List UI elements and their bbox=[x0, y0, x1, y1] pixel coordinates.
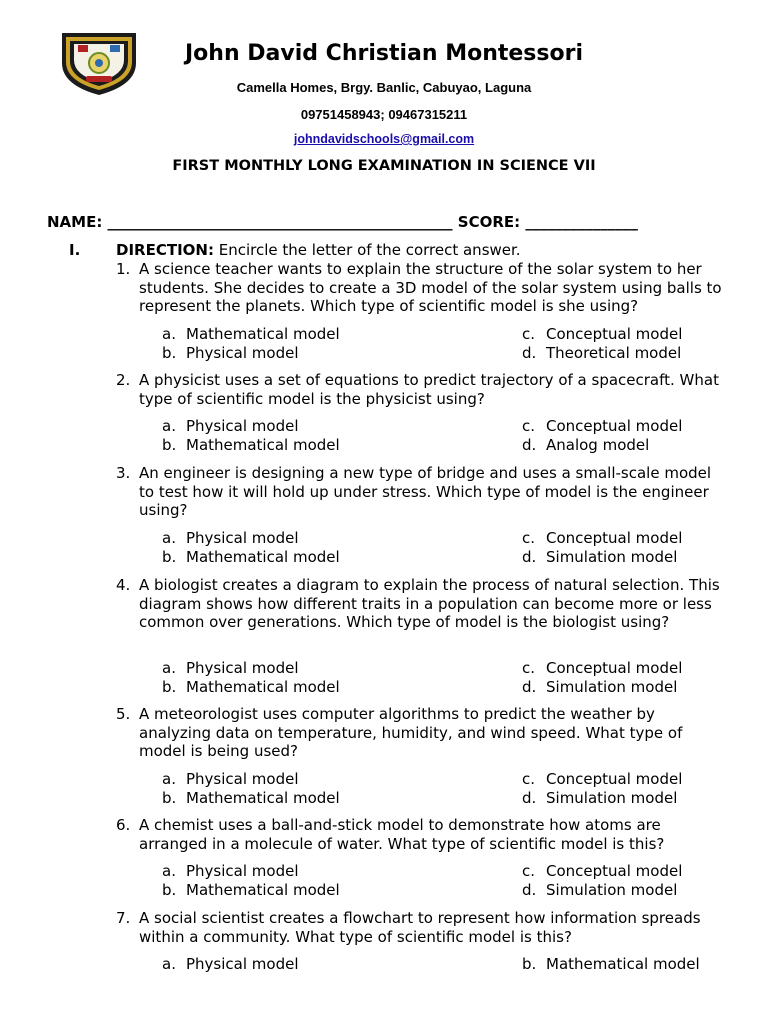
option-text: Physical model bbox=[186, 770, 299, 788]
question-number: 7. bbox=[116, 909, 131, 927]
option-c[interactable] bbox=[522, 659, 682, 678]
option-text: Physical model bbox=[186, 417, 299, 435]
option-letter: a. bbox=[162, 862, 176, 880]
option-letter: d. bbox=[522, 788, 537, 807]
option-text: Physical model bbox=[186, 955, 299, 973]
option-text: Conceptual model bbox=[546, 325, 683, 343]
option-letter: d. bbox=[522, 880, 537, 899]
option-d[interactable] bbox=[522, 344, 681, 363]
option-letter: c. bbox=[522, 659, 536, 677]
option-text: Simulation model bbox=[546, 880, 678, 899]
option-a[interactable] bbox=[162, 862, 299, 881]
option-d[interactable] bbox=[522, 548, 677, 567]
option-d[interactable] bbox=[522, 789, 677, 808]
option-text: Simulation model bbox=[546, 547, 678, 566]
question-1 bbox=[116, 260, 726, 316]
option-b[interactable] bbox=[162, 344, 299, 363]
option-text: Analog model bbox=[546, 435, 650, 454]
option-b[interactable] bbox=[162, 881, 340, 900]
option-b[interactable] bbox=[162, 548, 340, 567]
option-text: Mathematical model bbox=[186, 547, 340, 566]
direction-line bbox=[116, 241, 521, 259]
option-b[interactable] bbox=[522, 955, 700, 974]
question-7 bbox=[116, 909, 726, 946]
option-b[interactable] bbox=[162, 789, 340, 808]
option-letter: a. bbox=[162, 955, 176, 973]
option-letter: b. bbox=[162, 677, 177, 696]
question-number: 2. bbox=[116, 371, 131, 389]
question-number: 3. bbox=[116, 464, 131, 482]
question-number: 1. bbox=[116, 260, 131, 278]
option-a[interactable] bbox=[162, 417, 299, 436]
option-a[interactable] bbox=[162, 955, 299, 974]
option-letter: b. bbox=[162, 880, 177, 899]
question-text: An engineer is designing a new type of bridge and uses a small-scale model to test how it will hold up under stress. Which type of model is the engineer using? bbox=[139, 464, 712, 519]
question-text: A chemist uses a ball-and-stick model to demonstrate how atoms are arranged in a molecule of water. What type of scientific model is this? bbox=[139, 816, 665, 853]
option-a[interactable] bbox=[162, 659, 299, 678]
option-text: Theoretical model bbox=[546, 343, 682, 362]
option-letter: a. bbox=[162, 770, 176, 788]
option-d[interactable] bbox=[522, 678, 677, 697]
option-a[interactable] bbox=[162, 529, 299, 548]
option-text: Mathematical model bbox=[546, 955, 700, 973]
question-text: A physicist uses a set of equations to predict trajectory of a spacecraft. What type of scientific model is the physicist using? bbox=[139, 371, 719, 408]
option-text: Physical model bbox=[186, 343, 299, 362]
question-text: A social scientist creates a flowchart to represent how information spreads within a community. What type of scientific model is this? bbox=[139, 909, 701, 946]
school-email bbox=[0, 132, 768, 146]
option-text: Conceptual model bbox=[546, 529, 683, 547]
question-text: A biologist creates a diagram to explain the process of natural selection. This diagram shows how different traits in a population can become more or less common over generations. Which type of model is the biologist using? bbox=[139, 576, 720, 631]
option-letter: b. bbox=[522, 955, 537, 973]
option-b[interactable] bbox=[162, 678, 340, 697]
option-letter: a. bbox=[162, 659, 176, 677]
option-b[interactable] bbox=[162, 436, 340, 455]
direction-text: Encircle the letter of the correct answer. bbox=[213, 241, 521, 259]
name-score-line: NAME: ______________________________________________ SCORE: _______________ bbox=[47, 213, 638, 231]
school-name-text: John David Christian Montessori bbox=[185, 41, 583, 66]
option-letter: a. bbox=[162, 417, 176, 435]
exam-title: FIRST MONTHLY LONG EXAMINATION IN SCIENCE VII bbox=[172, 158, 596, 174]
option-text: Simulation model bbox=[546, 677, 678, 696]
school-phone: 09751458943; 09467315211 bbox=[300, 107, 468, 122]
option-letter: c. bbox=[522, 417, 536, 435]
option-text: Conceptual model bbox=[546, 417, 683, 435]
option-d[interactable] bbox=[522, 881, 677, 900]
option-text: Mathematical model bbox=[186, 677, 340, 696]
question-2 bbox=[116, 371, 726, 408]
option-c[interactable] bbox=[522, 417, 682, 436]
option-letter: c. bbox=[522, 770, 536, 788]
option-letter: d. bbox=[522, 547, 537, 566]
option-text: Mathematical model bbox=[186, 880, 340, 899]
option-letter: c. bbox=[522, 862, 536, 880]
school-address: Camella Homes, Brgy. Banlic, Cabuyao, Laguna bbox=[236, 80, 532, 95]
option-letter: b. bbox=[162, 343, 177, 362]
option-c[interactable] bbox=[522, 325, 682, 344]
option-c[interactable] bbox=[522, 529, 682, 548]
direction-label: DIRECTION: bbox=[116, 241, 214, 259]
option-letter: d. bbox=[522, 435, 537, 454]
option-d[interactable] bbox=[522, 436, 649, 455]
option-letter: b. bbox=[162, 788, 177, 807]
option-letter: d. bbox=[522, 677, 537, 696]
question-5 bbox=[116, 705, 726, 761]
option-letter: b. bbox=[162, 547, 177, 566]
option-letter: d. bbox=[522, 343, 537, 362]
option-text: Conceptual model bbox=[546, 659, 683, 677]
option-letter: c. bbox=[522, 529, 536, 547]
option-text: Conceptual model bbox=[546, 862, 683, 880]
option-text: Physical model bbox=[186, 529, 299, 547]
option-a[interactable] bbox=[162, 770, 299, 789]
option-text: Conceptual model bbox=[546, 770, 683, 788]
question-3 bbox=[116, 464, 726, 520]
option-text: Physical model bbox=[186, 862, 299, 880]
question-text: A meteorologist uses computer algorithms to predict the weather by analyzing data on temperature, humidity, and wind speed. What type of model is being used? bbox=[139, 705, 683, 760]
option-text: Mathematical model bbox=[186, 788, 340, 807]
option-a[interactable] bbox=[162, 325, 340, 344]
question-4 bbox=[116, 576, 726, 632]
school-name bbox=[0, 41, 768, 66]
question-number: 4. bbox=[116, 576, 131, 594]
option-letter: a. bbox=[162, 325, 176, 343]
option-letter: b. bbox=[162, 435, 177, 454]
option-text: Simulation model bbox=[546, 788, 678, 807]
question-6 bbox=[116, 816, 726, 853]
question-number: 5. bbox=[116, 705, 131, 723]
section-number: I. bbox=[69, 241, 81, 259]
option-c[interactable] bbox=[522, 770, 682, 789]
option-letter: c. bbox=[522, 325, 536, 343]
question-text: A science teacher wants to explain the structure of the solar system to her students. She decides to create a 3D model of the solar system using balls to represent the planets. Which type of scientific model is she using? bbox=[139, 260, 722, 315]
option-c[interactable] bbox=[522, 862, 682, 881]
email-link[interactable]: johndavidschools@gmail.com bbox=[293, 132, 475, 146]
option-text: Mathematical model bbox=[186, 325, 340, 343]
option-text: Mathematical model bbox=[186, 435, 340, 454]
question-number: 6. bbox=[116, 816, 131, 834]
option-text: Physical model bbox=[186, 659, 299, 677]
option-letter: a. bbox=[162, 529, 176, 547]
